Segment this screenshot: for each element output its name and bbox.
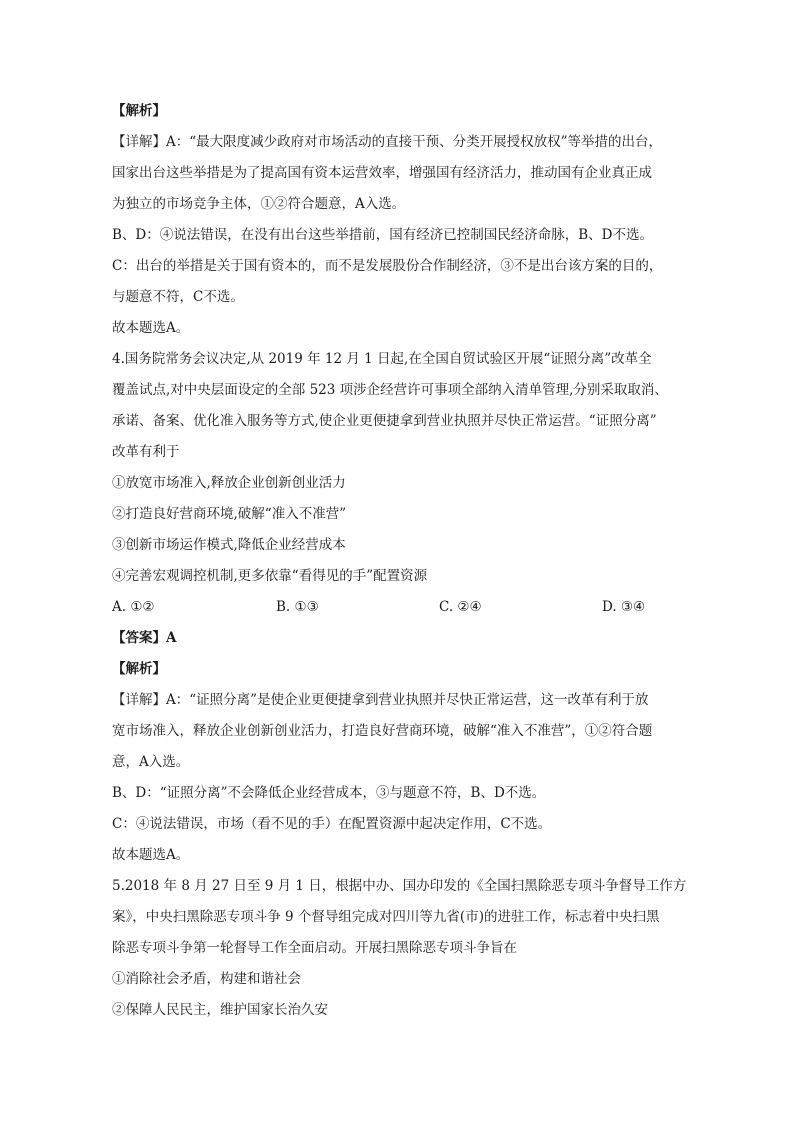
- q4-item: ③创新市场运作模式,降低企业经营成本: [112, 537, 346, 553]
- q4-answer: 【答案】A: [112, 630, 177, 646]
- q4-item: ②打造良好营商环境,破解“准入不准营”: [112, 506, 347, 522]
- q4-conclusion: 故本题选A。: [112, 847, 190, 863]
- q5-stem-line: 案》，中央扫黑除恶专项斗争 9 个督导组完成对四川等九省(市)的进驻工作，标志着中央扫黑: [112, 909, 660, 925]
- q4-detail-line: 宽市场准入，释放企业创新创业活力，打造良好营商环境，破解“准入不准营”，①②符合题: [112, 723, 653, 739]
- q3-detail-line: 为独立的市场竞争主体，①②符合题意，A入选。: [112, 196, 406, 212]
- q4-detail-line: 【详解】A：“证照分离”是使企业更便捷拿到营业执照并尽快正常运营，这一改革有利于放: [112, 692, 649, 708]
- q4-c-explanation: C：④说法错误，市场（看不见的手）在配置资源中起决定作用，C不选。: [112, 816, 552, 832]
- q4-option-d: D. ③④: [602, 599, 646, 615]
- q4-stem-line: 改革有利于: [112, 444, 180, 460]
- q5-item: ①消除社会矛盾，构建和谐社会: [112, 971, 301, 987]
- q4-bd-explanation: B、D：“证照分离”不会降低企业经营成本，③与题意不符，B、D不选。: [112, 785, 546, 801]
- q4-stem-line: 覆盖试点,对中央层面设定的全部 523 项涉企经营许可事项全部纳入清单管理,分别采取取消、: [112, 382, 668, 398]
- q4-item: ①放宽市场准入,释放企业创新创业活力: [112, 475, 346, 491]
- q3-c-explanation: C：出台的举措是关于国有资本的，而不是发展股份合作制经济，③不是出台该方案的目的，: [112, 258, 663, 274]
- q4-item: ④完善宏观调控机制,更多依靠“看得见的手”配置资源: [112, 568, 428, 584]
- document-content: [112, 96, 692, 1026]
- q4-analysis-heading: 【解析】: [112, 661, 166, 677]
- q3-conclusion: 故本题选A。: [112, 320, 190, 336]
- q4-options: [112, 592, 692, 623]
- q4-stem-line: 4.国务院常务会议决定,从 2019 年 12 月 1 日起,在全国自贸试验区开展“证照分离”改革全: [112, 351, 652, 367]
- q3-analysis-heading: 【解析】: [112, 103, 166, 119]
- q3-detail-line: 国家出台这些举措是为了提高国有资本运营效率，增强国有经济活力，推动国有企业真正成: [112, 165, 652, 181]
- q3-bd-explanation: B、D：④说法错误，在没有出台这些举措前，国有经济已控制国民经济命脉，B、D不选。: [112, 227, 653, 243]
- q5-stem-line: 5.2018 年 8 月 27 日至 9 月 1 日，根据中办、国办印发的《全国扫黑除恶专项斗争督导工作方: [112, 878, 687, 894]
- q3-detail-line: 【详解】A：“最大限度减少政府对市场活动的直接干预、分类开展授权放权”等举措的出台，: [112, 134, 663, 150]
- q4-option-b: B. ①③: [276, 599, 319, 615]
- q4-option-a: A. ①②: [112, 599, 155, 615]
- q3-c-explanation: 与题意不符，C不选。: [112, 289, 244, 305]
- q5-stem-line: 除恶专项斗争第一轮督导工作全面启动。开展扫黑除恶专项斗争旨在: [112, 940, 517, 956]
- q5-item: ②保障人民民主，维护国家长治久安: [112, 1002, 328, 1018]
- q4-stem-line: 承诺、备案、优化准入服务等方式,使企业更便捷拿到营业执照并尽快正常运营。“证照分离”: [112, 413, 657, 429]
- q4-option-c: C. ②④: [439, 599, 482, 615]
- q4-detail-line: 意，A入选。: [112, 754, 190, 770]
